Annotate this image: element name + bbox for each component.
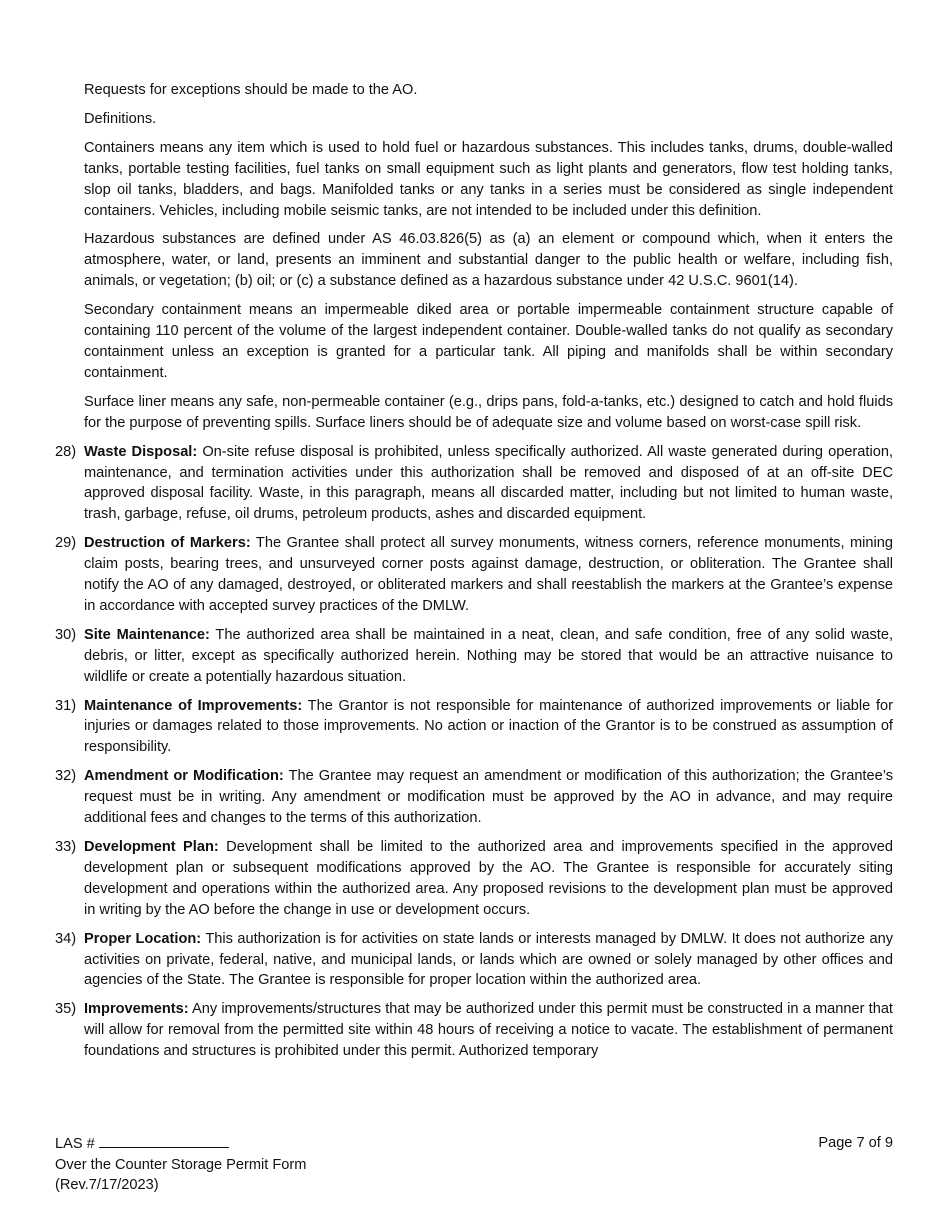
item-title: Amendment or Modification: (84, 768, 284, 785)
item-text: Any improvements/structures that may be authorized under this permit must be constructed in a manner that will allow for removal from the permitted site within 48 hours of receiving a notice to vacate. The establishment of permanent foundations and structures is prohibited under this permit. Authorized temporary (84, 1001, 893, 1060)
item-30-site-maintenance (55, 625, 893, 688)
item-number: 30) (55, 626, 77, 643)
item-text: The Grantee shall protect all survey monuments, witness corners, reference monuments, mining claim posts, bearing trees, and unsurveyed corner posts against damage, destruction, or obliteration. The Grantee shall notify the AO of any damaged, destroyed, or obliterated markers and shall reestablish the markers at the Grantee’s expense in accordance with accepted survey practices of the DMLW. (84, 535, 894, 614)
item-title: Maintenance of Improvements: (84, 697, 303, 714)
item-29-destruction-of-markers (55, 533, 894, 617)
form-name: Over the Counter Storage Permit Form (55, 1156, 307, 1173)
item-32-amendment-or-modification (55, 766, 893, 829)
item-31-maintenance-of-improvements (55, 696, 893, 759)
item-number: 35) (55, 1001, 77, 1018)
item-text: The Grantee may request an amendment or modification of this authorization; the Grantee’s request must be in writing. Any amendment or modification must be approved by the AO in advance, and may require additional fees and changes to the terms of this authorization. (84, 768, 893, 827)
item-number: 32) (55, 768, 77, 785)
item-text: This authorization is for activities on state lands or interests managed by DMLW. It does not authorize any activities on private, federal, native, and municipal lands, or lands which are owned or solely managed by other offices and agencies of the State. The Grantee is responsible for proper location within the authorized area. (84, 930, 893, 989)
page-footer (55, 1133, 893, 1196)
paragraph-hazardous-definition: Hazardous substances are defined under AS 46.03.826(5) as (a) an element or compound which, when it enters the atmosphere, water, or land, presents an imminent and substantial danger to the public health or welfare, including fish, animals, or vegetation; (b) oil; or (c) a substance defined as a hazardous substance under 42 U.S.C. 9601(14). (84, 231, 893, 290)
paragraph-definitions-heading: Definitions. (84, 110, 157, 127)
item-number: 34) (55, 930, 77, 947)
las-label: LAS # (55, 1136, 95, 1152)
item-number: 33) (55, 839, 77, 855)
item-34-proper-location (55, 929, 893, 992)
las-number-blank (99, 1133, 229, 1148)
paragraph-containers-definition: Containers means any item which is used to hold fuel or hazardous substances. This includes tanks, drums, double-walled tanks, portable testing facilities, fuel tanks on small equipment such as light plants and generators, flow test holding tanks, slop oil tanks, bladders, and bags. Manifolded tanks or any tanks in a series must be considered as single independent containers. Vehicles, including mobile seismic tanks, are not intended to be included under this definition. (84, 139, 893, 219)
document-body (0, 80, 950, 1070)
item-number: 28) (55, 443, 77, 460)
item-28-waste-disposal (55, 442, 893, 526)
item-number: 31) (55, 697, 77, 714)
paragraph-secondary-containment-definition: Secondary containment means an impermeable diked area or portable impermeable containment structure capable of containing 110 percent of the volume of the largest independent container. Double-walled tanks do not qualify as secondary containment unless an exception is granted for a particular tank. All piping and manifolds shall be within secondary containment. (84, 302, 893, 381)
item-35-improvements (55, 999, 893, 1062)
form-revision: (Rev.7/17/2023) (55, 1177, 159, 1193)
item-number: 29) (55, 535, 77, 552)
item-title: Waste Disposal: (84, 443, 198, 460)
item-title: Destruction of Markers: (84, 535, 251, 552)
item-title: Improvements: (84, 1001, 189, 1018)
item-title: Proper Location: (84, 930, 202, 947)
item-text: The authorized area shall be maintained in a neat, clean, and safe condition, free of any solid waste, debris, or litter, except as specifically authorized herein. Nothing may be stored that would be an attractive nuisance to wildlife or create a potentially hazardous situation. (84, 626, 893, 685)
item-text: The Grantor is not responsible for maintenance of authorized improvements or liable for injuries or damages related to those improvements. No action or inaction of the Grantor is to be construed as assumption of responsibility. (84, 697, 893, 756)
page-number: Page 7 of 9 (818, 1135, 893, 1151)
item-text: Development shall be limited to the authorized area and improvements specified in the approved development plan or subsequent modifications approved by the AO. The Grantee is responsible for accurately siting development and operations within the authorized area. Any proposed revisions to the development plan must be approved in writing by the AO before the change in use or development occurs. (84, 839, 893, 918)
item-33-development-plan (55, 837, 893, 921)
paragraph-surface-liner-definition: Surface liner means any safe, non-permeable container (e.g., drips pans, fold-a-tanks, etc.) designed to catch and hold fluids for the purpose of preventing spills. Surface liners should be of adequate size and volume based on worst-case spill risk. (84, 393, 893, 431)
item-title: Development Plan: (84, 839, 219, 855)
item-text: On-site refuse disposal is prohibited, unless specifically authorized. All waste generated during operation, maintenance, and termination activities under this authorization shall be removed and disposed of at an off-site DEC approved disposal facility. Waste, in this paragraph, means all discarded matter, including but not limited to human waste, trash, garbage, refuse, oil drums, petroleum products, ashes and discarded equipment. (84, 443, 893, 523)
las-number-line (55, 1133, 893, 1155)
paragraph-exceptions: Requests for exceptions should be made to the AO. (84, 82, 418, 98)
item-title: Site Maintenance: (84, 626, 210, 643)
